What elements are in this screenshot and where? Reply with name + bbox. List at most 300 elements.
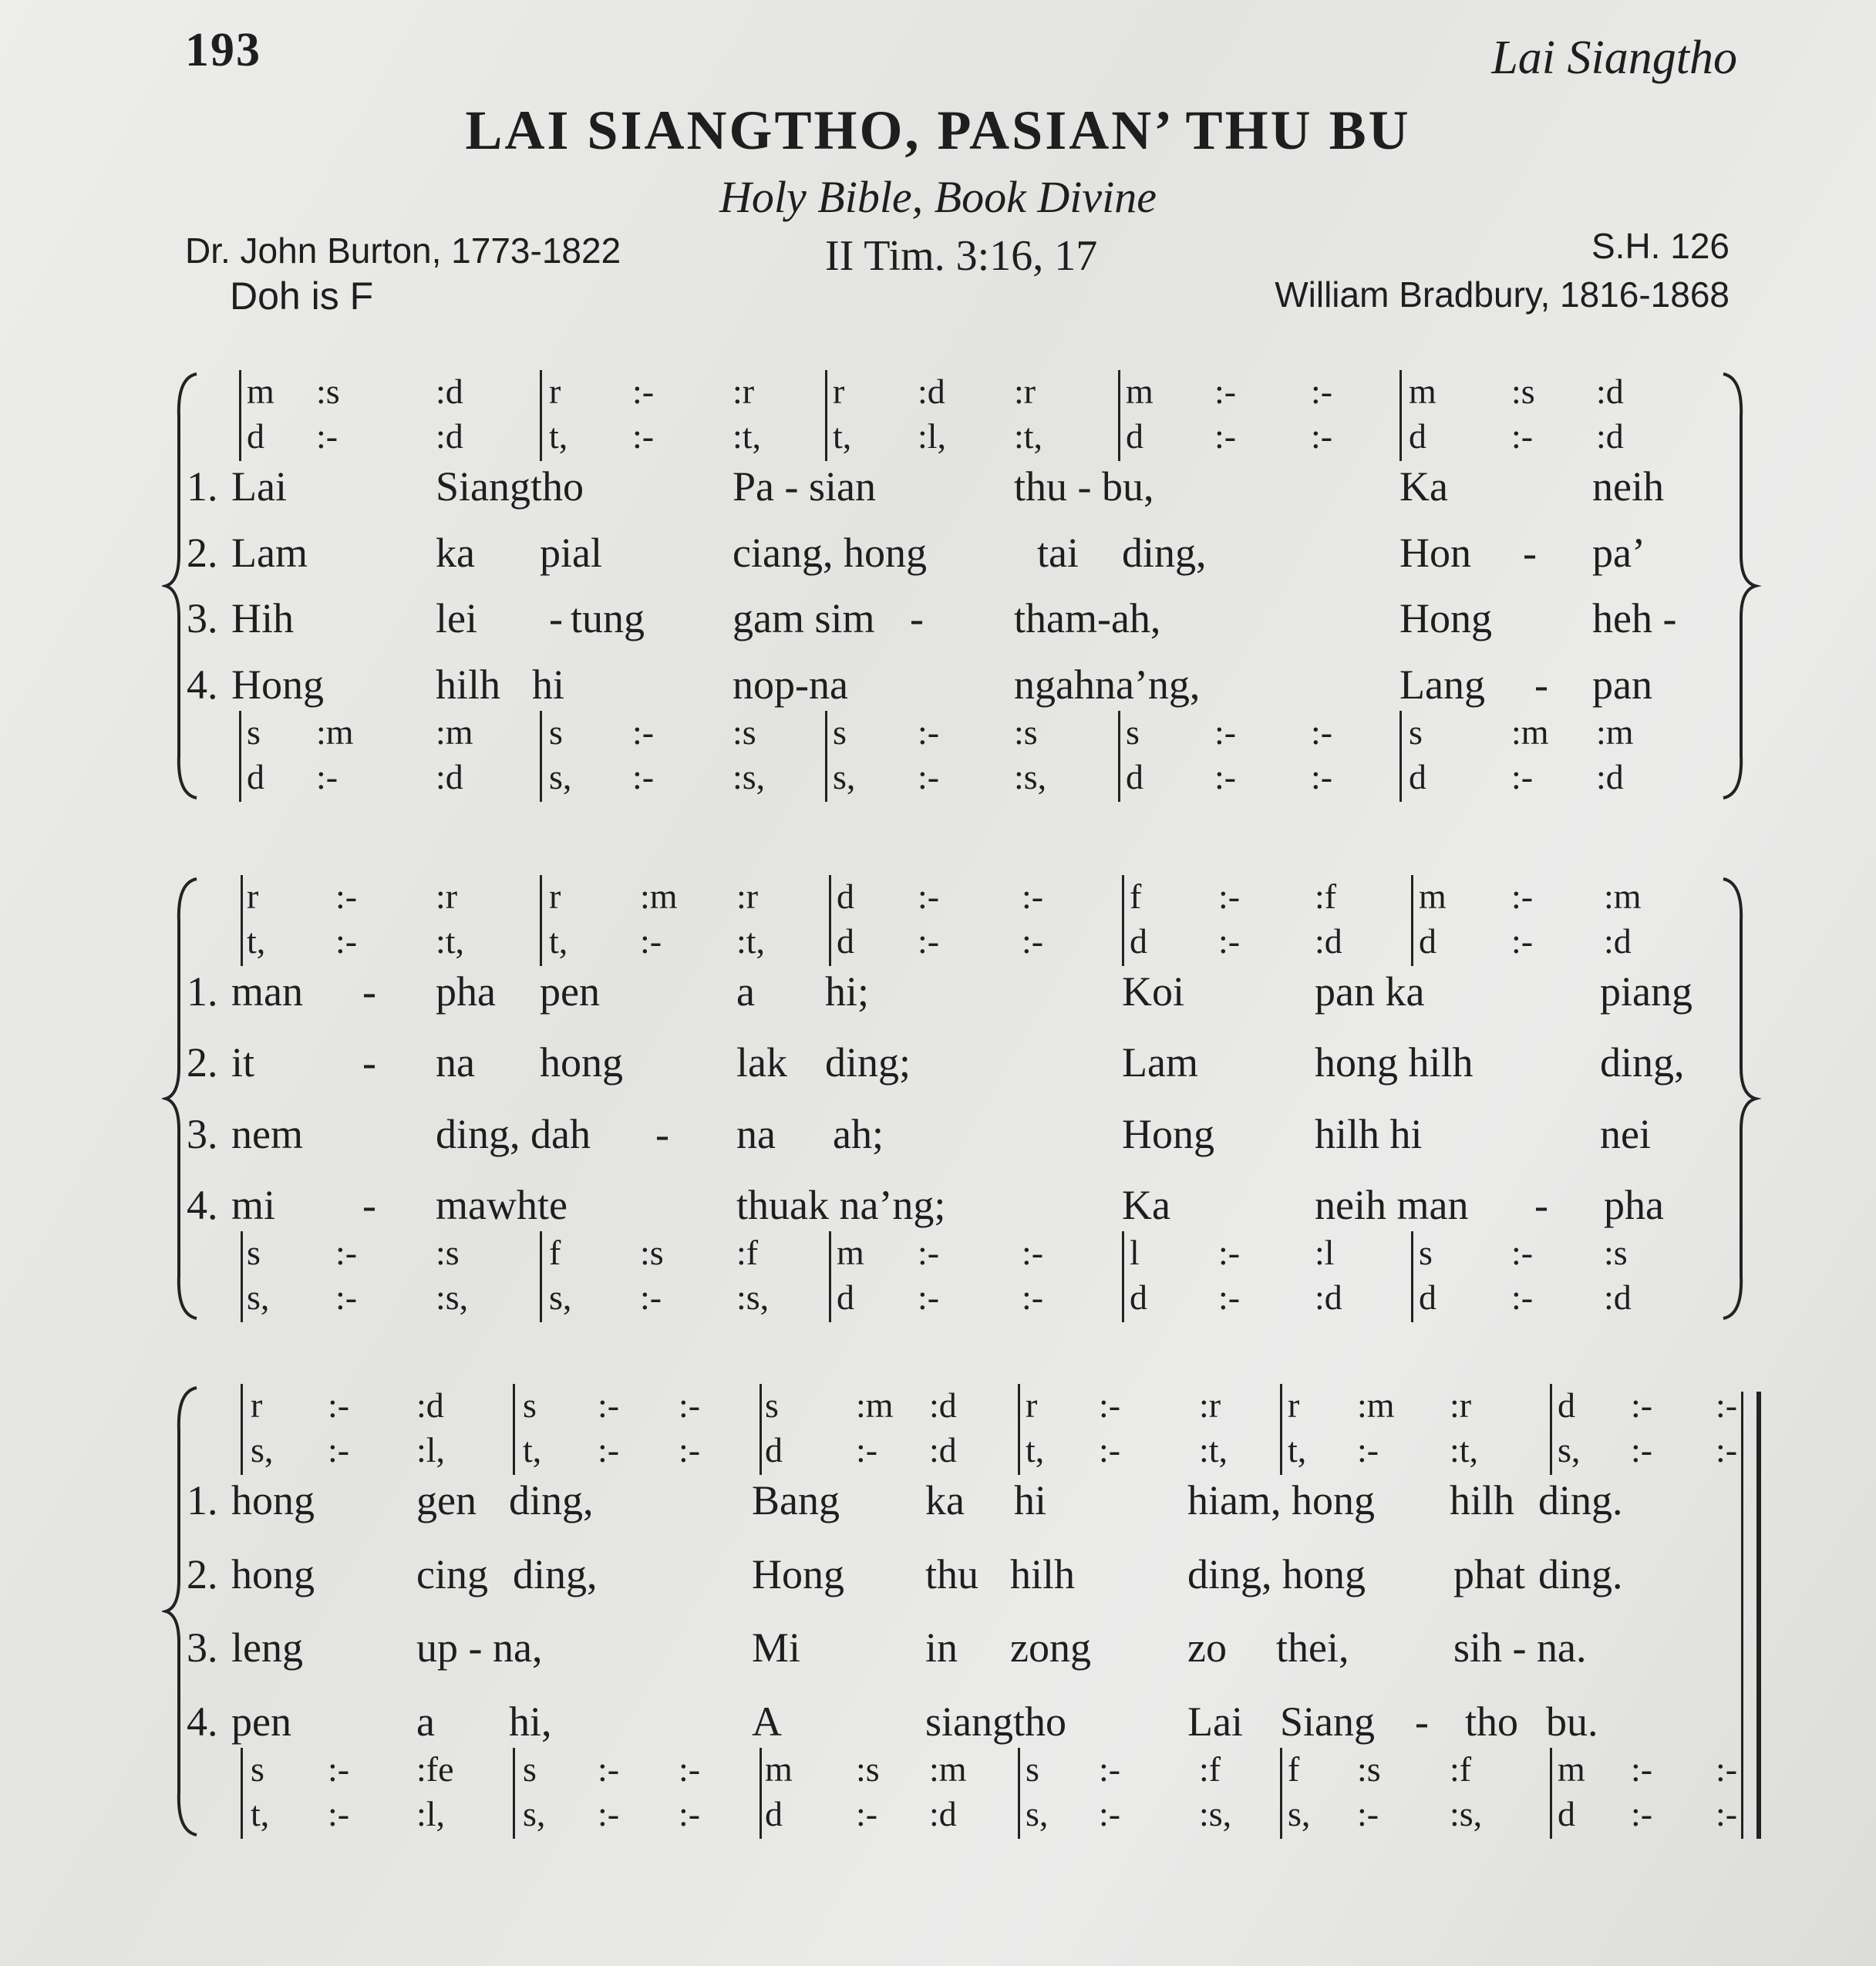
solfa-note: :t, [733,416,762,456]
solfa-note: :d [929,1385,957,1425]
solfa-note: :s [1511,372,1535,411]
solfa-note: s [1026,1749,1039,1789]
barline [829,1231,831,1322]
lyric-syllable: ding, [1600,1039,1685,1086]
lyric-syllable: pen [231,1698,291,1745]
alto-notes [0,920,1876,963]
verse-number: 2. [187,1550,218,1597]
solfa-note: s [1409,712,1423,752]
solfa-note: :t, [1014,416,1043,456]
lyric-line-verse-2 [0,1547,1876,1602]
lyric-line-verse-3 [0,1106,1876,1162]
solfa-note: :d [436,757,463,796]
solfa-note: :r [436,877,458,916]
solfa-note: :s [1357,1749,1381,1789]
solfa-note: :- [1511,877,1534,916]
solfa-note: d [765,1794,783,1833]
solfa-note: :- [1022,1278,1044,1317]
solfa-note: :- [1218,877,1241,916]
solfa-note: :f [1315,877,1337,916]
solfa-note: :- [1214,416,1237,456]
solfa-note: s, [1026,1794,1049,1833]
solfa-note: :- [598,1385,620,1425]
composer: William Bradbury, 1816-1868 [1275,274,1729,315]
solfa-note: t, [251,1794,270,1833]
lyric-syllable: nem [231,1110,303,1157]
solfa-note: :- [1311,416,1333,456]
lyric-syllable: in [925,1624,958,1671]
solfa-note: :- [1022,877,1044,916]
lyric-syllable: pan [1592,662,1652,708]
solfa-note: :f [1450,1749,1472,1789]
solfa-note: s [1419,1233,1433,1272]
solfa-note: :f [1199,1749,1221,1789]
tenor-notes [0,1748,1876,1791]
solfa-note: :s [316,372,340,411]
lyric-syllable: - [362,1182,376,1228]
lyric-syllable: ding. [1538,1477,1623,1523]
hymn-subtitle: Holy Bible, Book Divine [719,172,1157,222]
solfa-note: :d [1596,372,1624,411]
lyric-author: Dr. John Burton, 1773-1822 [185,231,621,271]
alto-notes [0,1429,1876,1472]
music-system-2 [0,875,1876,1322]
solfa-note: :- [328,1749,350,1789]
lyric-syllable: phat [1453,1550,1525,1597]
solfa-note: :- [918,921,940,961]
solfa-note: :- [1022,921,1044,961]
solfa-note: t, [833,416,852,456]
solfa-note: :- [598,1794,620,1833]
lyric-syllable: hi [532,662,565,708]
solfa-note: :s, [736,1278,770,1317]
key-signature: Doh is F [230,274,374,318]
solfa-note: :- [856,1794,878,1833]
solfa-note: :- [918,1233,940,1272]
lyric-syllable: heh - [1592,595,1677,642]
lyric-syllable: cing [416,1550,488,1597]
bass-notes [0,1793,1876,1836]
barline [513,1384,515,1475]
lyric-syllable: man [231,968,303,1015]
solfa-note: :s [640,1233,664,1272]
solfa-note: :d [1596,416,1624,456]
hymn-number: 193 [185,24,261,76]
solfa-note: t, [1288,1430,1307,1469]
lyric-line-verse-2 [0,525,1876,581]
lyric-syllable: Hong [231,662,324,708]
solfa-note: :- [918,1278,940,1317]
lyric-syllable: hong [231,1477,315,1523]
solfa-note: r [247,877,259,916]
solfa-note: :m [856,1385,894,1425]
lyric-syllable: - [362,1039,376,1086]
solfa-note: :- [1511,1233,1534,1272]
barline [1280,1384,1282,1475]
verse-number: 4. [187,662,218,708]
lyric-syllable: - [1523,529,1537,576]
solfa-note: s [833,712,847,752]
solfa-note: :r [736,877,759,916]
solfa-note: :- [1099,1430,1121,1469]
lyric-syllable: hilh [1450,1477,1515,1523]
lyric-syllable: Hong [1122,1110,1214,1157]
solfa-note: t, [1026,1430,1045,1469]
solfa-note: :- [1311,372,1333,411]
barline [1280,1748,1282,1839]
solfa-note: :- [1511,1278,1534,1317]
lyric-syllable: Hih [231,595,294,642]
solfa-note: :- [632,757,655,796]
solfa-note: s, [523,1794,546,1833]
solfa-note: d [247,757,264,796]
barline [540,875,542,966]
solfa-note: t, [549,921,568,961]
lyric-syllable: hong [540,1039,623,1086]
lyric-syllable: Ka [1399,463,1448,510]
music-system-3 [0,1384,1876,1839]
lyric-line-verse-4 [0,1694,1876,1749]
solfa-note: :m [1511,712,1549,752]
barline [1118,711,1120,802]
solfa-note: :m [640,877,678,916]
lyric-syllable: pan ka [1315,968,1425,1015]
solfa-note: f [549,1233,561,1272]
solfa-note: :d [929,1794,957,1833]
solfa-note: d [765,1430,783,1469]
barline [1399,711,1402,802]
scripture-reference: II Tim. 3:16, 17 [825,232,1098,280]
lyric-syllable: nei [1600,1110,1651,1157]
solfa-note: m [1419,877,1447,916]
solfa-note: d [1409,416,1426,456]
solfa-note: :s [1604,1233,1628,1272]
lyric-line-verse-3 [0,591,1876,646]
solfa-note: :s [436,1233,460,1272]
barline [239,711,241,802]
lyric-syllable: ding, hong [1187,1550,1366,1597]
barline [1018,1384,1020,1475]
lyric-line-verse-1 [0,459,1876,514]
solfa-note: s [247,712,261,752]
solfa-note: :- [1716,1430,1738,1469]
solfa-note: :- [328,1794,350,1833]
solfa-note: r [549,372,561,411]
solfa-note: m [1126,372,1154,411]
solfa-note: l [1130,1233,1140,1272]
solfa-note: :- [1357,1430,1379,1469]
solfa-note: :- [918,712,940,752]
solfa-note: s, [1288,1794,1311,1833]
solfa-note: r [1026,1385,1038,1425]
solfa-note: m [1558,1749,1585,1789]
lyric-line-verse-1 [0,964,1876,1019]
lyric-line-verse-1 [0,1473,1876,1528]
lyric-syllable: neih man [1315,1182,1469,1228]
barline [540,370,542,461]
lyric-syllable: Lai [1187,1698,1243,1745]
solfa-note: :d [436,372,463,411]
solfa-note: s [251,1749,264,1789]
barline [1122,875,1124,966]
solfa-note: r [251,1385,263,1425]
lyric-syllable: - [1534,1182,1548,1228]
solfa-note: :- [1022,1233,1044,1272]
solfa-note: :- [1511,757,1534,796]
lyric-syllable: Siang [1280,1698,1376,1745]
solfa-note: :s, [733,757,766,796]
lyric-syllable: mawhte [436,1182,568,1228]
lyric-syllable: - [1534,662,1548,708]
lyric-syllable: hilh [436,662,501,708]
verse-number: 2. [187,529,218,576]
lyric-line-verse-4 [0,657,1876,712]
solfa-note: s [1126,712,1140,752]
solfa-note: :- [1511,921,1534,961]
lyric-line-verse-3 [0,1620,1876,1675]
solfa-note: r [833,372,845,411]
barline [540,1231,542,1322]
soprano-notes [0,1384,1876,1427]
solfa-note: :- [1311,757,1333,796]
solfa-note: :- [335,877,358,916]
solfa-note: :- [1214,757,1237,796]
solfa-note: :- [1311,712,1333,752]
lyric-syllable: it [231,1039,255,1086]
solfa-note: m [765,1749,793,1789]
lyric-syllable: gam sim [733,595,875,642]
solfa-note: d [1126,757,1143,796]
solfa-note: :- [1099,1385,1121,1425]
solfa-note: :- [1631,1794,1653,1833]
lyric-syllable: Ka [1122,1182,1170,1228]
solfa-note: f [1130,877,1142,916]
solfa-note: :- [335,1233,358,1272]
running-title: Lai Siangtho [1491,32,1737,84]
solfa-note: s [523,1749,537,1789]
solfa-note: :d [1596,757,1624,796]
lyric-syllable: Hon [1399,529,1471,576]
lyric-syllable: na [736,1110,776,1157]
lyric-syllable: ding. [1538,1550,1623,1597]
lyric-syllable: - [910,595,924,642]
barline [241,1748,243,1839]
lyric-syllable: up - na, [416,1624,543,1671]
lyric-syllable: pha [436,968,496,1015]
verse-number: 1. [187,968,218,1015]
lyric-line-verse-2 [0,1035,1876,1090]
lyric-syllable: tho [1465,1698,1519,1745]
solfa-note: d [837,1278,854,1317]
solfa-note: :- [1716,1385,1738,1425]
solfa-note: :m [1604,877,1642,916]
verse-number: 3. [187,1624,218,1671]
lyric-syllable: thu [925,1550,979,1597]
lyric-line-verse-4 [0,1177,1876,1233]
lyric-syllable: zong [1010,1624,1091,1671]
solfa-note: s, [549,1278,572,1317]
lyric-syllable: a [416,1698,435,1745]
lyric-syllable: leng [231,1624,303,1671]
barline [239,370,241,461]
solfa-note: :- [598,1430,620,1469]
solfa-note: :- [328,1385,350,1425]
solfa-note: s [523,1385,537,1425]
lyric-syllable: zo [1187,1624,1227,1671]
lyric-syllable: tai [1037,529,1079,576]
verse-number: 4. [187,1698,218,1745]
lyric-syllable: hiam, hong [1187,1477,1375,1523]
lyric-syllable: hong [231,1550,315,1597]
solfa-note: m [1409,372,1436,411]
lyric-syllable: mi [231,1182,276,1228]
lyric-syllable: lak [736,1039,787,1086]
solfa-note: :l, [416,1430,446,1469]
solfa-note: :- [632,416,655,456]
solfa-note: :- [1218,921,1241,961]
lyric-syllable: na [436,1039,475,1086]
solfa-note: d [837,921,854,961]
lyric-syllable: Koi [1122,968,1184,1015]
soprano-notes [0,875,1876,918]
solfa-note: :l [1315,1233,1335,1272]
solfa-note: :d [918,372,945,411]
solfa-note: d [837,877,854,916]
solfa-note: :- [1631,1430,1653,1469]
lyric-syllable: gen [416,1477,477,1523]
verse-number: 2. [187,1039,218,1086]
barline [1411,1231,1413,1322]
solfa-note: :s, [1014,757,1047,796]
barline [1118,370,1120,461]
lyric-syllable: ah; [833,1110,884,1157]
solfa-note: :m [436,712,473,752]
lyric-syllable: Lam [1122,1039,1198,1086]
solfa-note: :s [733,712,756,752]
solfa-note: s, [251,1430,274,1469]
barline [759,1748,762,1839]
lyric-syllable: - [1415,1698,1429,1745]
solfa-note: d [1419,921,1436,961]
verse-number: 3. [187,1110,218,1157]
solfa-note: t, [247,921,266,961]
lyric-syllable: ding, dah [436,1110,591,1157]
solfa-note: :r [1014,372,1036,411]
lyric-syllable: - [549,595,563,642]
lyric-syllable: - [655,1110,669,1157]
solfa-note: :r [1199,1385,1221,1425]
solfa-note: :l, [918,416,947,456]
solfa-note: :- [632,372,655,411]
solfa-note: :s, [1450,1794,1483,1833]
solfa-note: d [1419,1278,1436,1317]
lyric-syllable: thei, [1276,1624,1349,1671]
solfa-note: :- [1099,1749,1121,1789]
solfa-note: :- [1214,712,1237,752]
lyric-syllable: Bang [752,1477,840,1523]
barline [1411,875,1413,966]
lyric-syllable: hilh [1010,1550,1076,1597]
solfa-note: :d [929,1430,957,1469]
lyric-syllable: bu. [1546,1698,1598,1745]
solfa-note: :d [1315,1278,1342,1317]
solfa-note: s [765,1385,779,1425]
solfa-note: t, [523,1430,542,1469]
solfa-note: :d [436,416,463,456]
solfa-note: :t, [736,921,766,961]
lyric-syllable: Siangtho [436,463,584,510]
alto-notes [0,415,1876,458]
solfa-note: :t, [436,921,465,961]
solfa-note: r [549,877,561,916]
solfa-note: t, [549,416,568,456]
solfa-note: :- [1218,1233,1241,1272]
lyric-syllable: tung [571,595,645,642]
hymn-meter: S.H. 126 [1591,226,1729,266]
solfa-note: :s, [436,1278,469,1317]
barline [1399,370,1402,461]
solfa-note: :- [918,877,940,916]
lyric-syllable: thuak na’ng; [736,1182,946,1228]
solfa-note: :- [1716,1794,1738,1833]
solfa-note: :m [929,1749,967,1789]
solfa-note: :t, [1450,1430,1479,1469]
tenor-notes [0,711,1876,754]
solfa-note: :d [416,1385,444,1425]
solfa-note: r [1288,1385,1300,1425]
lyric-syllable: sih - na. [1453,1624,1587,1671]
lyric-syllable: pa’ [1592,529,1645,576]
lyric-syllable: Lang [1399,662,1485,708]
solfa-note: :- [335,921,358,961]
solfa-note: :- [679,1794,701,1833]
solfa-note: :s [856,1749,880,1789]
barline [825,711,827,802]
solfa-note: f [1288,1749,1300,1789]
lyric-syllable: nop-na [733,662,848,708]
lyric-syllable: hi, [509,1698,552,1745]
barline [513,1748,515,1839]
lyric-syllable: Hong [1399,595,1492,642]
lyric-syllable: ciang, hong [733,529,927,576]
lyric-syllable: ding, [509,1477,594,1523]
lyric-syllable: Hong [752,1550,844,1597]
lyric-syllable: pha [1604,1182,1664,1228]
solfa-note: s, [1558,1430,1581,1469]
lyric-syllable: hong hilh [1315,1039,1474,1086]
lyric-syllable: piang [1600,968,1692,1015]
lyric-syllable: siangtho [925,1698,1066,1745]
lyric-syllable: ngahna’ng, [1014,662,1201,708]
verse-number: 4. [187,1182,218,1228]
solfa-note: d [1130,1278,1147,1317]
solfa-note: :- [679,1385,701,1425]
soprano-notes [0,370,1876,413]
lyric-syllable: ka [925,1477,965,1523]
verse-number: 1. [187,463,218,510]
barline [1550,1748,1552,1839]
solfa-note: :s [1014,712,1038,752]
solfa-note: :- [640,1278,662,1317]
lyric-syllable: ding; [825,1039,911,1086]
barline [241,1231,243,1322]
solfa-note: :r [1450,1385,1472,1425]
lyric-syllable: pen [540,968,600,1015]
lyric-syllable: hi [1014,1477,1047,1523]
solfa-note: d [1130,921,1147,961]
solfa-note: :- [918,757,940,796]
solfa-note: m [837,1233,864,1272]
